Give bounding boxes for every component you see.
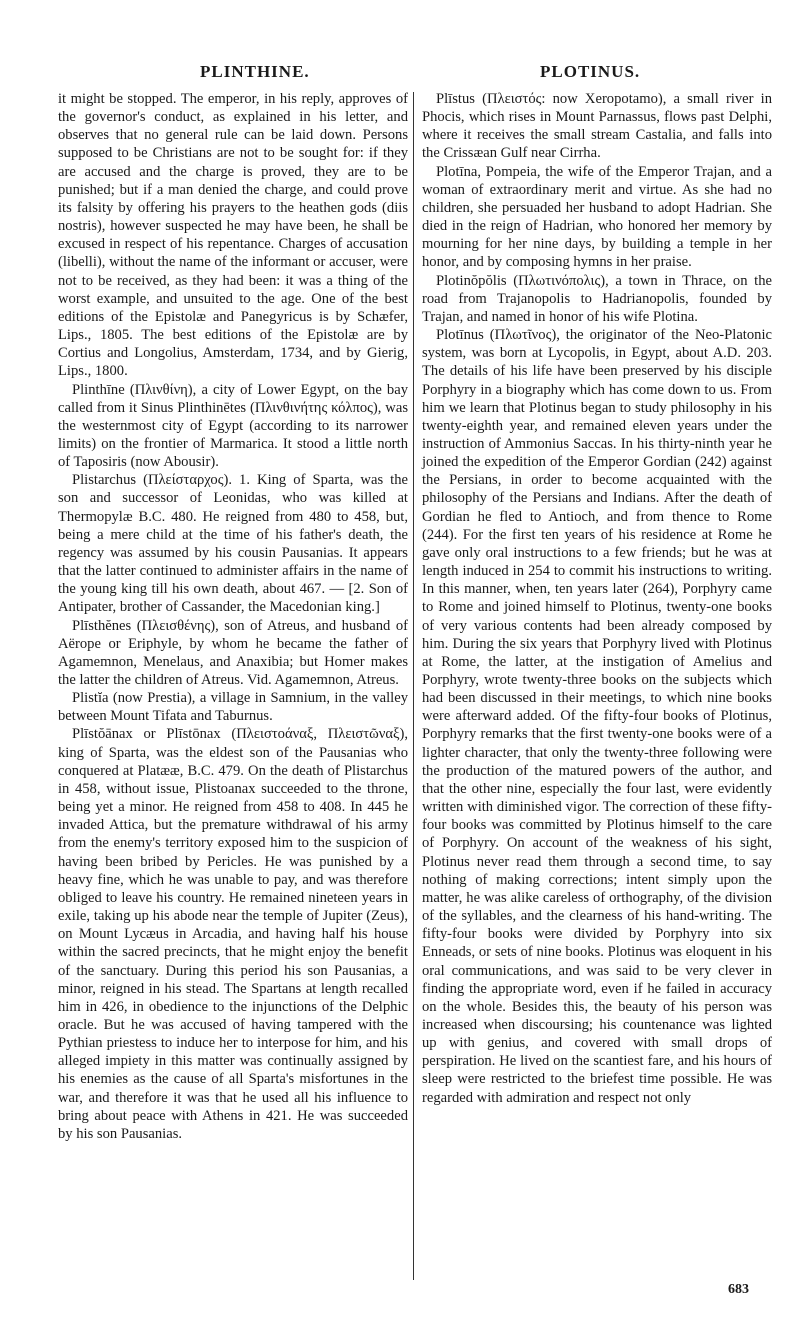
entry-plisthenes: Plīsthĕnes (Πλεισθένης), son of Atreus, and husband of Aërope or Eriphyle, by whom he became the father of Agamemnon, Menelaus, and Anaxibia; but Homer makes the latter the children of Atreus. Vid. Agamemnon, Atreus.	[58, 617, 408, 688]
right-column	[422, 90, 772, 1107]
entry-plinthine: Plinthīne (Πλινθίνη), a city of Lower Egypt, on the bay called from it Sinus Plinthinētes (Πλινθινήτης κόλπος), was the westernmost city of Egypt (according to its narrower limits) on the frontier of Marmarica. It stood a little north of Taposiris (now Abousir).	[58, 381, 408, 471]
running-head-left: PLINTHINE.	[200, 62, 310, 81]
entry-plotinopolis: Plotinŏpŏlis (Πλωτινόπολις), a town in Thrace, on the road from Trajanopolis to Hadrianopolis, founded by Trajan, and named in honor of his wife Plotina.	[422, 272, 772, 325]
entry-continuation: it might be stopped. The emperor, in his reply, approves of the governor's conduct, as explained in his letter, and observes that no general rule can be laid down. Persons supposed to be Christians are not to be sought for: if they are accused and the charge is proved, they are to be punished; but if a man denied the charge, and could prove its falsity by offering his prayers to the heathen gods (diis nostris), however suspected he may have been, he shall be excused in respect of his repentance. Charges of accusation (libelli), without the name of the informant or accuser, were not to be received, as they had been: it was a thing of the worst example, and unsuited to the age. One of the best editions of the Epistolæ and Panegyricus is by Schæfer, Lips., 1805. The best editions of the Epistolæ are by Cortius and Longolius, Amsterdam, 1734, and by Gierig, Lips., 1800.	[58, 91, 408, 380]
entry-plotinus: Plotīnus (Πλωτῖνος), the originator of the Neo-Platonic system, was born at Lycopolis, in Egypt, about A.D. 203. The details of his life have been preserved by his disciple Porphyry in a biography which has come down to us. From him we learn that Plotinus began to study philosophy in his twenty-eighth year, and remained eleven years under the instruction of Ammonius Saccas. In his thirty-ninth year he joined the expedition of the Emperor Gordian (242) against the Persians, in order to become acquainted with the philosophy of the Persians and Indians. After the death of Gordian he fled to Antioch, and from thence to Rome (244). For the first ten years of his residence at Rome he gave only oral instructions to a few friends; but he was at length induced in 254 to commit his instructions to writing. In this manner, when, ten years later (264), Porphyry came to Rome and joined himself to Plotinus, twenty-one books of very various contents had been already composed by him. During the six years that Porphyry lived with Plotinus at Rome, the latter, at the instigation of Amelius and Porphyry, wrote twenty-three books on the subjects which had been discussed in their meetings, to which nine books were afterward added. Of the fifty-four books of Plotinus, Porphyry remarks that the first twenty-one books were of a lighter character, that only the twenty-three following were the production of the matured powers of the author, and that the other nine, especially the four last, were evidently written with diminished vigor. The correction of these fifty-four books was committed by Plotinus himself to the care of Porphyry. On account of the weakness of his sight, Plotinus never read them through a second time, to say nothing of making corrections; intent simply upon the matter, he was alike careless of orthography, of the division of the syllables, and the clearness of his hand-writing. The fifty-four books were divided by Porphyry into six Enneads, or sets of nine books. Plotinus was eloquent in his oral communications, and was said to be very clever in finding the appropriate word, even if he failed in accuracy on the whole. Besides this, the beauty of his person was increased when discoursing; his countenance was lighted up with genius, and covered with small drops of perspiration. He lived on the scantiest fare, and his hours of sleep were restricted to the briefest time possible. He was regarded with admiration and respect not only	[422, 327, 772, 1106]
entry-plistarchus: Plistarchus (Πλείσταρχος). 1. King of Sparta, was the son and successor of Leonidas, who was killed at Thermopylæ B.C. 480. He reigned from 480 to 458, but, being a mere child at the time of his father's death, the regency was assumed by his cousin Pausanias. It appears that the latter continued to administer affairs in the name of the young king till his own death, about 467. — [2. Son of Antipater, brother of Cassander, the Macedonian king.]	[58, 472, 408, 616]
running-head-right: PLOTINUS.	[540, 62, 641, 81]
page-number: 683	[728, 1282, 749, 1297]
left-column	[58, 90, 408, 1143]
column-divider	[413, 92, 414, 1280]
entry-plistia: Plistĭa (now Prestia), a village in Samnium, in the valley between Mount Tifata and Taburnus.	[58, 690, 408, 725]
entry-plotina: Plotīna, Pompeia, the wife of the Emperor Trajan, and a woman of extraordinary merit and virtue. As she had no children, she persuaded her husband to adopt Hadrian. She died in the reign of Hadrian, who honored her memory by mourning for her nine days, by building a temple in her honor, and by composing hymns in her praise.	[422, 163, 772, 271]
entry-plistus: Plīstus (Πλειστός: now Xeropotamo), a small river in Phocis, which rises in Mount Parnassus, flows past Delphi, where it receives the small stream Castalia, and falls into the Crissæan Gulf near Cirrha.	[422, 91, 772, 162]
entry-plistoanax: Plīstŏānax or Plīstōnax (Πλειστοάναξ, Πλειστῶναξ), king of Sparta, was the eldest son of the Pausanias who conquered at Platææ, B.C. 479. On the death of Plistarchus in 458, without issue, Plistoanax succeeded to the throne, being yet a minor. He reigned from 458 to 408. In 445 he invaded Attica, but the premature withdrawal of his army from the enemy's territory exposed him to the suspicion of having been bribed by Pericles. He was punished by a heavy fine, which he was unable to pay, and was therefore obliged to leave his country. He remained nineteen years in exile, taking up his abode near the temple of Jupiter (Zeus), on Mount Lycæus in Arcadia, and having half his house within the sacred precincts, that he might enjoy the benefit of the sanctuary. During this period his son Pausanias, a minor, reigned in his stead. The Spartans at length recalled him in 426, in obedience to the injunctions of the Delphic oracle. But he was accused of having tampered with the Pythian priestess to induce her to interpose for him, and his alleged impiety in this matter was continually assigned by his enemies as the cause of all Sparta's misfortunes in the war, and therefore it was that he used all his influence to bring about peace with Athens in 421. He was succeeded by his son Pausanias.	[58, 726, 408, 1142]
